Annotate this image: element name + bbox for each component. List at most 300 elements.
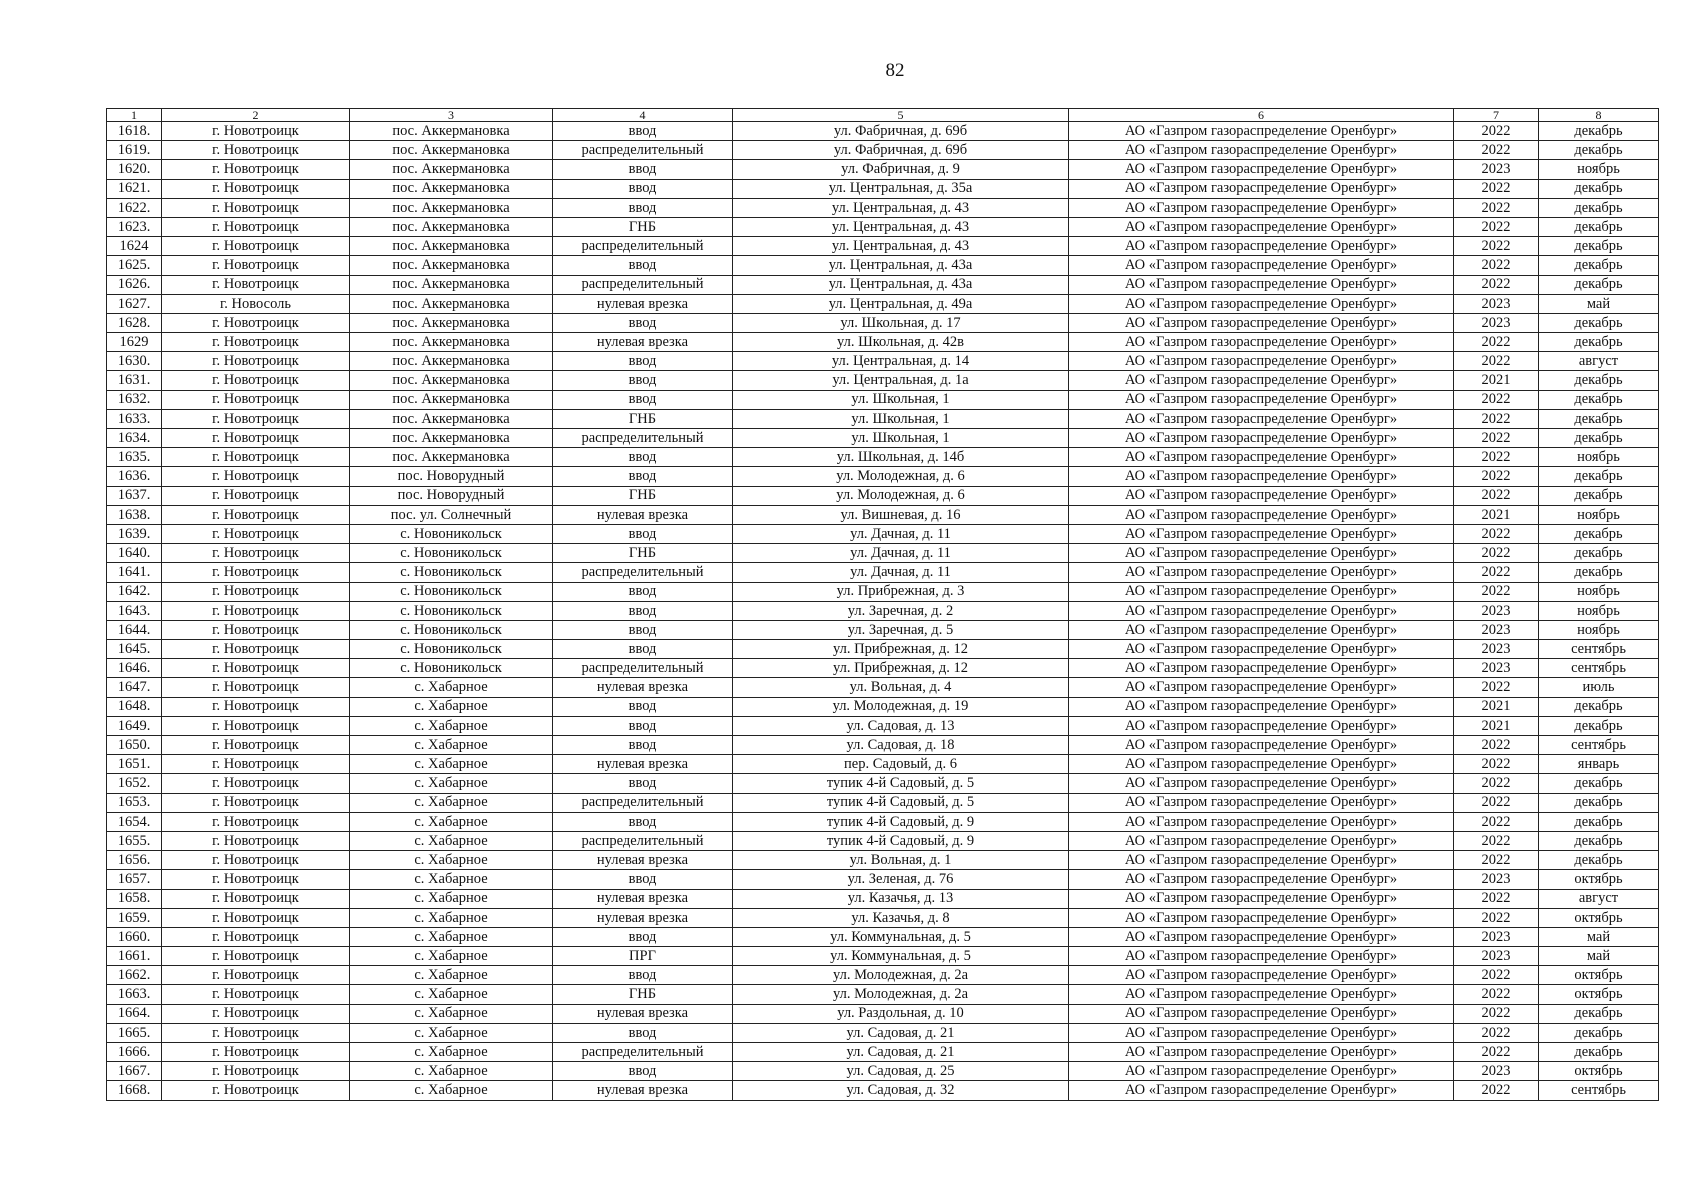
cell-organization: АО «Газпром газораспределение Оренбург»: [1069, 640, 1454, 659]
table-row: [107, 870, 1659, 889]
cell-month: декабрь: [1539, 831, 1659, 850]
cell-row-number: 1621.: [107, 179, 162, 198]
cell-organization: АО «Газпром газораспределение Оренбург»: [1069, 544, 1454, 563]
cell-row-number: 1638.: [107, 505, 162, 524]
cell-settlement: с. Хабарное: [350, 908, 553, 927]
table-row: [107, 985, 1659, 1004]
cell-row-number: 1640.: [107, 544, 162, 563]
cell-year: 2022: [1454, 275, 1539, 294]
table-row: [107, 563, 1659, 582]
cell-organization: АО «Газпром газораспределение Оренбург»: [1069, 141, 1454, 160]
cell-month: январь: [1539, 755, 1659, 774]
cell-organization: АО «Газпром газораспределение Оренбург»: [1069, 1062, 1454, 1081]
cell-year: 2022: [1454, 333, 1539, 352]
cell-work-type: ввод: [553, 371, 733, 390]
cell-month: декабрь: [1539, 409, 1659, 428]
cell-work-type: ввод: [553, 601, 733, 620]
column-header-2: 2: [162, 109, 350, 122]
table-row: [107, 812, 1659, 831]
cell-organization: АО «Газпром газораспределение Оренбург»: [1069, 371, 1454, 390]
cell-year: 2022: [1454, 755, 1539, 774]
cell-month: июль: [1539, 678, 1659, 697]
cell-row-number: 1634.: [107, 429, 162, 448]
cell-work-type: распределительный: [553, 141, 733, 160]
cell-work-type: нулевая врезка: [553, 678, 733, 697]
cell-address: ул. Прибрежная, д. 3: [733, 582, 1069, 601]
cell-organization: АО «Газпром газораспределение Оренбург»: [1069, 313, 1454, 332]
cell-address: ул. Заречная, д. 2: [733, 601, 1069, 620]
table-row: [107, 448, 1659, 467]
cell-city: г. Новосоль: [162, 294, 350, 313]
cell-settlement: пос. Аккермановка: [350, 198, 553, 217]
cell-month: октябрь: [1539, 870, 1659, 889]
cell-year: 2022: [1454, 237, 1539, 256]
cell-city: г. Новотроицк: [162, 697, 350, 716]
cell-row-number: 1618.: [107, 122, 162, 141]
table-row: [107, 390, 1659, 409]
cell-address: пер. Садовый, д. 6: [733, 755, 1069, 774]
cell-city: г. Новотроицк: [162, 851, 350, 870]
cell-year: 2022: [1454, 793, 1539, 812]
cell-row-number: 1650.: [107, 736, 162, 755]
cell-city: г. Новотроицк: [162, 256, 350, 275]
column-header-8: 8: [1539, 109, 1659, 122]
cell-city: г. Новотроицк: [162, 1043, 350, 1062]
cell-year: 2022: [1454, 889, 1539, 908]
cell-settlement: с. Новоникольск: [350, 544, 553, 563]
cell-address: ул. Центральная, д. 35а: [733, 179, 1069, 198]
table-row: [107, 467, 1659, 486]
cell-city: г. Новотроицк: [162, 1062, 350, 1081]
cell-city: г. Новотроицк: [162, 505, 350, 524]
cell-organization: АО «Газпром газораспределение Оренбург»: [1069, 870, 1454, 889]
cell-year: 2022: [1454, 985, 1539, 1004]
cell-month: ноябрь: [1539, 601, 1659, 620]
cell-address: тупик 4-й Садовый, д. 5: [733, 793, 1069, 812]
cell-row-number: 1624: [107, 237, 162, 256]
cell-settlement: с. Новоникольск: [350, 524, 553, 543]
cell-year: 2022: [1454, 1043, 1539, 1062]
cell-organization: АО «Газпром газораспределение Оренбург»: [1069, 352, 1454, 371]
cell-work-type: ввод: [553, 467, 733, 486]
table-row: [107, 947, 1659, 966]
cell-month: октябрь: [1539, 1062, 1659, 1081]
cell-settlement: с. Хабарное: [350, 1081, 553, 1100]
cell-year: 2022: [1454, 678, 1539, 697]
cell-settlement: пос. Аккермановка: [350, 294, 553, 313]
table-row: [107, 1062, 1659, 1081]
cell-work-type: нулевая врезка: [553, 755, 733, 774]
cell-year: 2022: [1454, 1023, 1539, 1042]
table-row: [107, 927, 1659, 946]
table-row: [107, 122, 1659, 141]
cell-row-number: 1660.: [107, 927, 162, 946]
cell-address: ул. Школьная, 1: [733, 409, 1069, 428]
cell-address: ул. Садовая, д. 21: [733, 1023, 1069, 1042]
table-row: [107, 333, 1659, 352]
cell-city: г. Новотроицк: [162, 736, 350, 755]
cell-address: ул. Дачная, д. 11: [733, 563, 1069, 582]
cell-city: г. Новотроицк: [162, 217, 350, 236]
cell-month: декабрь: [1539, 563, 1659, 582]
table-row: [107, 851, 1659, 870]
table-row: [107, 141, 1659, 160]
cell-address: ул. Молодежная, д. 2а: [733, 985, 1069, 1004]
cell-year: 2022: [1454, 179, 1539, 198]
cell-settlement: пос. Аккермановка: [350, 313, 553, 332]
cell-work-type: ввод: [553, 582, 733, 601]
cell-organization: АО «Газпром газораспределение Оренбург»: [1069, 179, 1454, 198]
cell-month: декабрь: [1539, 275, 1659, 294]
cell-work-type: ввод: [553, 870, 733, 889]
cell-settlement: с. Хабарное: [350, 1004, 553, 1023]
cell-work-type: нулевая врезка: [553, 908, 733, 927]
cell-year: 2023: [1454, 1062, 1539, 1081]
cell-year: 2023: [1454, 659, 1539, 678]
cell-work-type: ввод: [553, 640, 733, 659]
cell-address: ул. Заречная, д. 5: [733, 620, 1069, 639]
cell-organization: АО «Газпром газораспределение Оренбург»: [1069, 908, 1454, 927]
table-row: [107, 409, 1659, 428]
table-row: [107, 486, 1659, 505]
table-row: [107, 524, 1659, 543]
cell-city: г. Новотроицк: [162, 544, 350, 563]
cell-address: ул. Вольная, д. 4: [733, 678, 1069, 697]
cell-city: г. Новотроицк: [162, 429, 350, 448]
cell-settlement: пос. Аккермановка: [350, 122, 553, 141]
cell-organization: АО «Газпром газораспределение Оренбург»: [1069, 448, 1454, 467]
cell-row-number: 1633.: [107, 409, 162, 428]
cell-address: ул. Прибрежная, д. 12: [733, 659, 1069, 678]
cell-settlement: с. Хабарное: [350, 812, 553, 831]
cell-year: 2022: [1454, 908, 1539, 927]
cell-organization: АО «Газпром газораспределение Оренбург»: [1069, 524, 1454, 543]
table-row: [107, 582, 1659, 601]
cell-work-type: нулевая врезка: [553, 889, 733, 908]
cell-month: ноябрь: [1539, 160, 1659, 179]
cell-city: г. Новотроицк: [162, 774, 350, 793]
cell-month: май: [1539, 927, 1659, 946]
cell-year: 2022: [1454, 1004, 1539, 1023]
cell-settlement: с. Новоникольск: [350, 659, 553, 678]
cell-settlement: с. Хабарное: [350, 736, 553, 755]
cell-address: ул. Казачья, д. 8: [733, 908, 1069, 927]
cell-city: г. Новотроицк: [162, 122, 350, 141]
column-header-7: 7: [1454, 109, 1539, 122]
cell-row-number: 1632.: [107, 390, 162, 409]
cell-city: г. Новотроицк: [162, 409, 350, 428]
table-header-row: [107, 109, 1659, 122]
cell-row-number: 1654.: [107, 812, 162, 831]
cell-address: ул. Школьная, д. 42в: [733, 333, 1069, 352]
cell-month: август: [1539, 352, 1659, 371]
cell-month: ноябрь: [1539, 448, 1659, 467]
table-row: [107, 505, 1659, 524]
cell-month: декабрь: [1539, 371, 1659, 390]
cell-settlement: с. Новоникольск: [350, 640, 553, 659]
cell-organization: АО «Газпром газораспределение Оренбург»: [1069, 985, 1454, 1004]
cell-settlement: с. Хабарное: [350, 793, 553, 812]
cell-city: г. Новотроицк: [162, 141, 350, 160]
page-number: 82: [885, 60, 905, 81]
table-row: [107, 256, 1659, 275]
cell-settlement: с. Хабарное: [350, 889, 553, 908]
cell-year: 2021: [1454, 716, 1539, 735]
cell-row-number: 1629: [107, 333, 162, 352]
cell-work-type: ввод: [553, 1023, 733, 1042]
cell-month: декабрь: [1539, 1004, 1659, 1023]
cell-city: г. Новотроицк: [162, 1081, 350, 1100]
cell-row-number: 1623.: [107, 217, 162, 236]
cell-year: 2023: [1454, 313, 1539, 332]
cell-work-type: ГНБ: [553, 486, 733, 505]
cell-city: г. Новотроицк: [162, 237, 350, 256]
cell-organization: АО «Газпром газораспределение Оренбург»: [1069, 889, 1454, 908]
table-row: [107, 908, 1659, 927]
cell-settlement: пос. ул. Солнечный: [350, 505, 553, 524]
cell-work-type: ввод: [553, 448, 733, 467]
cell-year: 2022: [1454, 256, 1539, 275]
cell-city: г. Новотроицк: [162, 927, 350, 946]
cell-address: ул. Фабричная, д. 69б: [733, 141, 1069, 160]
cell-year: 2022: [1454, 774, 1539, 793]
cell-organization: АО «Газпром газораспределение Оренбург»: [1069, 1023, 1454, 1042]
cell-row-number: 1636.: [107, 467, 162, 486]
cell-organization: АО «Газпром газораспределение Оренбург»: [1069, 409, 1454, 428]
cell-month: декабрь: [1539, 198, 1659, 217]
cell-month: декабрь: [1539, 486, 1659, 505]
cell-address: ул. Прибрежная, д. 12: [733, 640, 1069, 659]
cell-year: 2023: [1454, 870, 1539, 889]
table-row: [107, 716, 1659, 735]
cell-settlement: пос. Новорудный: [350, 486, 553, 505]
cell-month: декабрь: [1539, 141, 1659, 160]
cell-month: декабрь: [1539, 429, 1659, 448]
cell-row-number: 1626.: [107, 275, 162, 294]
cell-settlement: пос. Аккермановка: [350, 429, 553, 448]
cell-row-number: 1639.: [107, 524, 162, 543]
cell-year: 2022: [1454, 966, 1539, 985]
cell-address: тупик 4-й Садовый, д. 9: [733, 831, 1069, 850]
cell-organization: АО «Газпром газораспределение Оренбург»: [1069, 198, 1454, 217]
table-row: [107, 544, 1659, 563]
table-row: [107, 275, 1659, 294]
cell-organization: АО «Газпром газораспределение Оренбург»: [1069, 774, 1454, 793]
cell-city: г. Новотроицк: [162, 659, 350, 678]
table-row: [107, 371, 1659, 390]
cell-row-number: 1665.: [107, 1023, 162, 1042]
cell-city: г. Новотроицк: [162, 275, 350, 294]
cell-month: ноябрь: [1539, 620, 1659, 639]
cell-organization: АО «Газпром газораспределение Оренбург»: [1069, 294, 1454, 313]
cell-address: ул. Садовая, д. 21: [733, 1043, 1069, 1062]
cell-organization: АО «Газпром газораспределение Оренбург»: [1069, 237, 1454, 256]
cell-address: ул. Школьная, д. 14б: [733, 448, 1069, 467]
cell-work-type: распределительный: [553, 237, 733, 256]
cell-year: 2022: [1454, 1081, 1539, 1100]
cell-city: г. Новотроицк: [162, 831, 350, 850]
cell-work-type: ввод: [553, 736, 733, 755]
cell-month: август: [1539, 889, 1659, 908]
cell-month: декабрь: [1539, 333, 1659, 352]
cell-address: ул. Центральная, д. 49а: [733, 294, 1069, 313]
cell-year: 2021: [1454, 697, 1539, 716]
cell-settlement: с. Хабарное: [350, 697, 553, 716]
column-header-4: 4: [553, 109, 733, 122]
cell-work-type: ввод: [553, 620, 733, 639]
cell-address: ул. Фабричная, д. 69б: [733, 122, 1069, 141]
cell-month: декабрь: [1539, 467, 1659, 486]
cell-month: декабрь: [1539, 697, 1659, 716]
cell-work-type: ввод: [553, 927, 733, 946]
table-row: [107, 1004, 1659, 1023]
cell-settlement: с. Новоникольск: [350, 563, 553, 582]
table-row: [107, 429, 1659, 448]
cell-work-type: ГНБ: [553, 985, 733, 1004]
cell-settlement: с. Хабарное: [350, 966, 553, 985]
cell-row-number: 1662.: [107, 966, 162, 985]
cell-work-type: нулевая врезка: [553, 1004, 733, 1023]
cell-address: ул. Школьная, д. 17: [733, 313, 1069, 332]
cell-organization: АО «Газпром газораспределение Оренбург»: [1069, 582, 1454, 601]
cell-work-type: ввод: [553, 160, 733, 179]
cell-address: тупик 4-й Садовый, д. 9: [733, 812, 1069, 831]
cell-month: декабрь: [1539, 812, 1659, 831]
cell-work-type: ГНБ: [553, 217, 733, 236]
cell-organization: АО «Газпром газораспределение Оренбург»: [1069, 678, 1454, 697]
cell-settlement: пос. Аккермановка: [350, 179, 553, 198]
table-row: [107, 352, 1659, 371]
cell-address: ул. Вольная, д. 1: [733, 851, 1069, 870]
cell-organization: АО «Газпром газораспределение Оренбург»: [1069, 217, 1454, 236]
cell-city: г. Новотроицк: [162, 179, 350, 198]
cell-city: г. Новотроицк: [162, 448, 350, 467]
cell-city: г. Новотроицк: [162, 640, 350, 659]
cell-settlement: пос. Новорудный: [350, 467, 553, 486]
cell-row-number: 1657.: [107, 870, 162, 889]
cell-settlement: с. Новоникольск: [350, 620, 553, 639]
cell-year: 2021: [1454, 505, 1539, 524]
cell-row-number: 1652.: [107, 774, 162, 793]
cell-address: тупик 4-й Садовый, д. 5: [733, 774, 1069, 793]
cell-city: г. Новотроицк: [162, 812, 350, 831]
cell-address: ул. Коммунальная, д. 5: [733, 947, 1069, 966]
column-header-6: 6: [1069, 109, 1454, 122]
cell-year: 2023: [1454, 294, 1539, 313]
cell-city: г. Новотроицк: [162, 390, 350, 409]
cell-address: ул. Центральная, д. 43: [733, 217, 1069, 236]
cell-settlement: пос. Аккермановка: [350, 141, 553, 160]
cell-row-number: 1631.: [107, 371, 162, 390]
cell-row-number: 1663.: [107, 985, 162, 1004]
table-row: [107, 237, 1659, 256]
cell-work-type: ввод: [553, 122, 733, 141]
cell-address: ул. Коммунальная, д. 5: [733, 927, 1069, 946]
cell-year: 2022: [1454, 736, 1539, 755]
cell-month: декабрь: [1539, 256, 1659, 275]
cell-city: г. Новотроицк: [162, 678, 350, 697]
table-row: [107, 793, 1659, 812]
cell-month: сентябрь: [1539, 640, 1659, 659]
cell-row-number: 1642.: [107, 582, 162, 601]
cell-year: 2022: [1454, 582, 1539, 601]
cell-month: декабрь: [1539, 237, 1659, 256]
cell-month: декабрь: [1539, 1043, 1659, 1062]
cell-work-type: ГНБ: [553, 409, 733, 428]
cell-settlement: пос. Аккермановка: [350, 275, 553, 294]
cell-address: ул. Молодежная, д. 19: [733, 697, 1069, 716]
cell-row-number: 1658.: [107, 889, 162, 908]
cell-organization: АО «Газпром газораспределение Оренбург»: [1069, 947, 1454, 966]
cell-address: ул. Дачная, д. 11: [733, 524, 1069, 543]
cell-organization: АО «Газпром газораспределение Оренбург»: [1069, 275, 1454, 294]
cell-organization: АО «Газпром газораспределение Оренбург»: [1069, 160, 1454, 179]
cell-organization: АО «Газпром газораспределение Оренбург»: [1069, 755, 1454, 774]
cell-work-type: распределительный: [553, 659, 733, 678]
table-row: [107, 831, 1659, 850]
table-row: [107, 1043, 1659, 1062]
cell-work-type: распределительный: [553, 275, 733, 294]
table-row: [107, 755, 1659, 774]
cell-settlement: пос. Аккермановка: [350, 256, 553, 275]
cell-year: 2022: [1454, 563, 1539, 582]
cell-month: сентябрь: [1539, 659, 1659, 678]
table-row: [107, 678, 1659, 697]
cell-settlement: пос. Аккермановка: [350, 217, 553, 236]
table-body: [107, 122, 1659, 1101]
cell-year: 2022: [1454, 448, 1539, 467]
cell-work-type: нулевая врезка: [553, 1081, 733, 1100]
cell-address: ул. Молодежная, д. 2а: [733, 966, 1069, 985]
cell-address: ул. Школьная, 1: [733, 429, 1069, 448]
cell-month: декабрь: [1539, 774, 1659, 793]
cell-row-number: 1655.: [107, 831, 162, 850]
cell-address: ул. Центральная, д. 43а: [733, 256, 1069, 275]
cell-row-number: 1635.: [107, 448, 162, 467]
cell-address: ул. Вишневая, д. 16: [733, 505, 1069, 524]
cell-work-type: нулевая врезка: [553, 333, 733, 352]
cell-city: г. Новотроицк: [162, 582, 350, 601]
gasification-table: [106, 108, 1659, 1101]
cell-organization: АО «Газпром газораспределение Оренбург»: [1069, 429, 1454, 448]
cell-row-number: 1627.: [107, 294, 162, 313]
cell-city: г. Новотроицк: [162, 333, 350, 352]
cell-organization: АО «Газпром газораспределение Оренбург»: [1069, 601, 1454, 620]
cell-row-number: 1644.: [107, 620, 162, 639]
cell-organization: АО «Газпром газораспределение Оренбург»: [1069, 966, 1454, 985]
cell-address: ул. Раздольная, д. 10: [733, 1004, 1069, 1023]
cell-work-type: нулевая врезка: [553, 851, 733, 870]
table-row: [107, 620, 1659, 639]
cell-year: 2021: [1454, 371, 1539, 390]
cell-city: г. Новотроицк: [162, 870, 350, 889]
table-row: [107, 659, 1659, 678]
cell-row-number: 1659.: [107, 908, 162, 927]
cell-row-number: 1647.: [107, 678, 162, 697]
cell-settlement: с. Хабарное: [350, 831, 553, 850]
cell-year: 2022: [1454, 812, 1539, 831]
cell-row-number: 1645.: [107, 640, 162, 659]
cell-year: 2022: [1454, 122, 1539, 141]
cell-month: декабрь: [1539, 217, 1659, 236]
cell-city: г. Новотроицк: [162, 524, 350, 543]
table-row: [107, 601, 1659, 620]
cell-settlement: с. Хабарное: [350, 755, 553, 774]
table-row: [107, 217, 1659, 236]
cell-month: декабрь: [1539, 524, 1659, 543]
cell-year: 2022: [1454, 467, 1539, 486]
cell-city: г. Новотроицк: [162, 966, 350, 985]
